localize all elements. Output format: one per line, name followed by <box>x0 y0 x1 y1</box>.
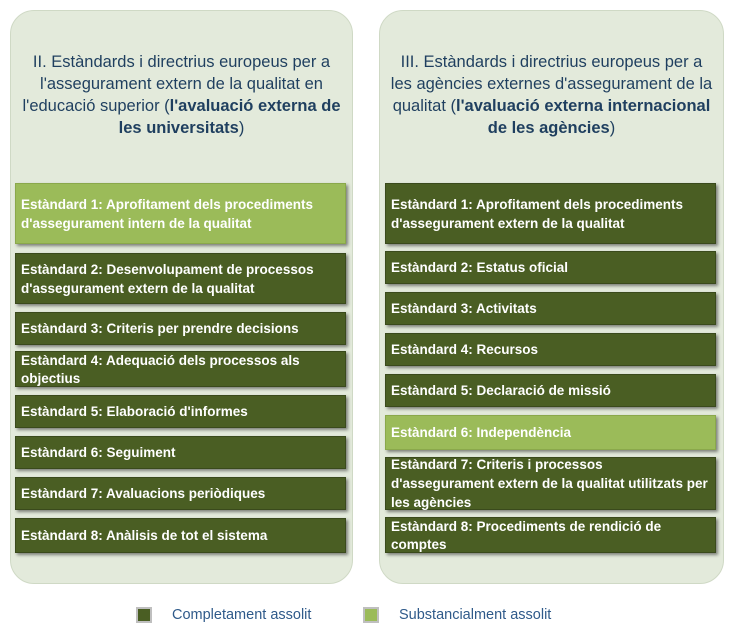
left-standard-5: Estàndard 5: Elaboració d'informes <box>15 395 346 428</box>
right-standard-4: Estàndard 4: Recursos <box>385 333 716 366</box>
panel-title: III. Estàndards i directrius europeus per a les agències externes d'assegurament de la qualitat (l'avaluació externa internacional de les agències) <box>390 53 713 137</box>
right-standard-1: Estàndard 1: Aprofitament dels procediments d'assegurament extern de la qualitat <box>385 183 716 244</box>
legend-complete <box>136 603 311 627</box>
left-standard-1: Estàndard 1: Aprofitament dels procediments d'assegurament intern de la qualitat <box>15 183 346 244</box>
left-standard-7: Estàndard 7: Avaluacions periòdiques <box>15 477 346 510</box>
legend-label-substantial: Substancialment assolit <box>399 607 552 623</box>
legend-label-complete: Completament assolit <box>172 607 312 623</box>
right-standard-8: Estàndard 8: Procediments de rendició de comptes <box>385 517 716 553</box>
left-standard-2: Estàndard 2: Desenvolupament de processos d'assegurament extern de la qualitat <box>15 253 346 304</box>
right-standard-2: Estàndard 2: Estatus oficial <box>385 251 716 284</box>
legend-substantial <box>363 603 551 627</box>
right-standard-3: Estàndard 3: Activitats <box>385 292 716 325</box>
left-standard-6: Estàndard 6: Seguiment <box>15 436 346 469</box>
left-standard-4: Estàndard 4: Adequació dels processos als objectius <box>15 351 346 387</box>
legend-swatch-substantial <box>363 607 379 623</box>
legend-swatch-complete <box>136 607 152 623</box>
right-standard-6: Estàndard 6: Independència <box>385 415 716 450</box>
right-standard-7: Estàndard 7: Criteris i processos d'assegurament extern de la qualitat utilitzats per les agències <box>385 457 716 510</box>
left-standard-8: Estàndard 8: Anàlisis de tot el sistema <box>15 518 346 553</box>
right-standard-5: Estàndard 5: Declaració de missió <box>385 374 716 407</box>
panel-title: II. Estàndards i directrius europeus per a l'assegurament extern de la qualitat en l'educació superior (l'avaluació externa de les universitats) <box>22 53 341 137</box>
left-standard-3: Estàndard 3: Criteris per prendre decisions <box>15 312 346 345</box>
